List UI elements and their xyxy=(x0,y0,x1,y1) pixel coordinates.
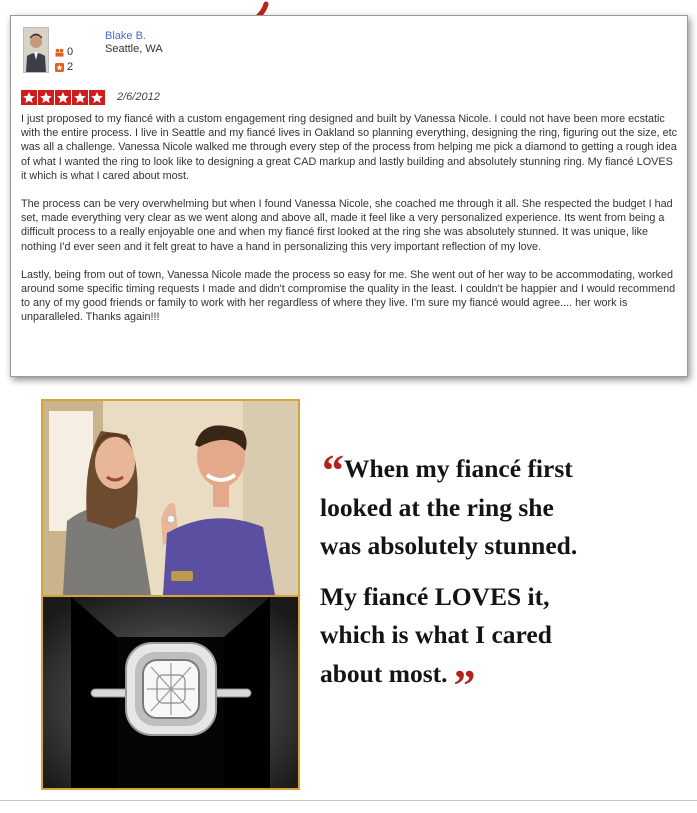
bottom-divider xyxy=(0,800,697,801)
avatar[interactable] xyxy=(23,27,49,73)
quote-line: which is what I cared xyxy=(320,620,552,649)
reviewer-name[interactable]: Blake B. xyxy=(105,30,146,42)
photo-frame xyxy=(41,399,300,790)
quote-line: looked at the ring she xyxy=(320,492,554,522)
ring-photo xyxy=(43,597,298,788)
star-icon xyxy=(55,90,71,105)
friends-stat xyxy=(55,46,73,58)
testimonial-quote xyxy=(320,446,680,710)
star-icon xyxy=(72,90,88,105)
quote-line: about most. ” xyxy=(320,658,476,710)
quote-line: was absolutely stunned. xyxy=(320,531,578,560)
open-quote-mark: “ xyxy=(322,446,344,495)
star-rating xyxy=(21,90,105,105)
quote-line: “When my fiancé first xyxy=(322,446,573,495)
quote-line: My fiancé LOVES it, xyxy=(320,581,550,611)
friends-count: 0 xyxy=(67,46,74,58)
reviewer-location: Seattle, WA xyxy=(105,43,163,55)
reviews-count: 2 xyxy=(67,61,74,73)
review-paragraph: Lastly, being from out of town, Vanessa Nicole made the process so easy for me. She went out of her way to be accommodating, worked around some specific timing requests I made and didn't compromise the quality in the least. I couldn't be happier and I would recommend to any of my good friends or family to work with her regardless of where they live. I'm sure my fiancé would agree.... her work is unparalleled. Thanks again!!! xyxy=(21,268,676,324)
review-card xyxy=(10,15,688,377)
star-badge-icon xyxy=(55,63,64,72)
review-paragraph: The process can be very overwhelming but when I found Vanessa Nicole, she coached me through it all. She respected the budget I had set, made everything very clear as we went along and above all, made it feel like a very personalized experience. Its went from being a difficult process to a really enjoyable one and when my fiancé first looked at the ring she was absolutely stunned. It was unique, like nothing I'd ever seen and it felt great to have a hand in personalizing this very important reflection of my love. xyxy=(21,198,673,253)
star-icon xyxy=(89,90,105,105)
close-quote-mark: ” xyxy=(453,660,476,710)
review-date: 2/6/2012 xyxy=(117,91,160,103)
review-text xyxy=(21,112,677,339)
star-icon xyxy=(21,90,37,105)
reviews-stat xyxy=(55,61,73,73)
couple-photo xyxy=(43,401,298,595)
star-icon xyxy=(38,90,54,105)
review-paragraph: I just proposed to my fiancé with a custom engagement ring designed and built by Vanessa Nicole. I could not have been more ecstatic with the entire process. I live in Seattle and my fiancé lives in Oakland so planning everything, designing the ring, figuring out the size, etc was all a challenge. Vanessa Nicole walked me through every step of the process from helping me pick a diamond to getting a rough idea of what I wanted the ring to look like to designing a great CAD markup and lastly building and absolutely stunning ring. My fiancé LOVES it which is what I cared about most. xyxy=(21,113,677,182)
friends-icon xyxy=(55,48,64,57)
